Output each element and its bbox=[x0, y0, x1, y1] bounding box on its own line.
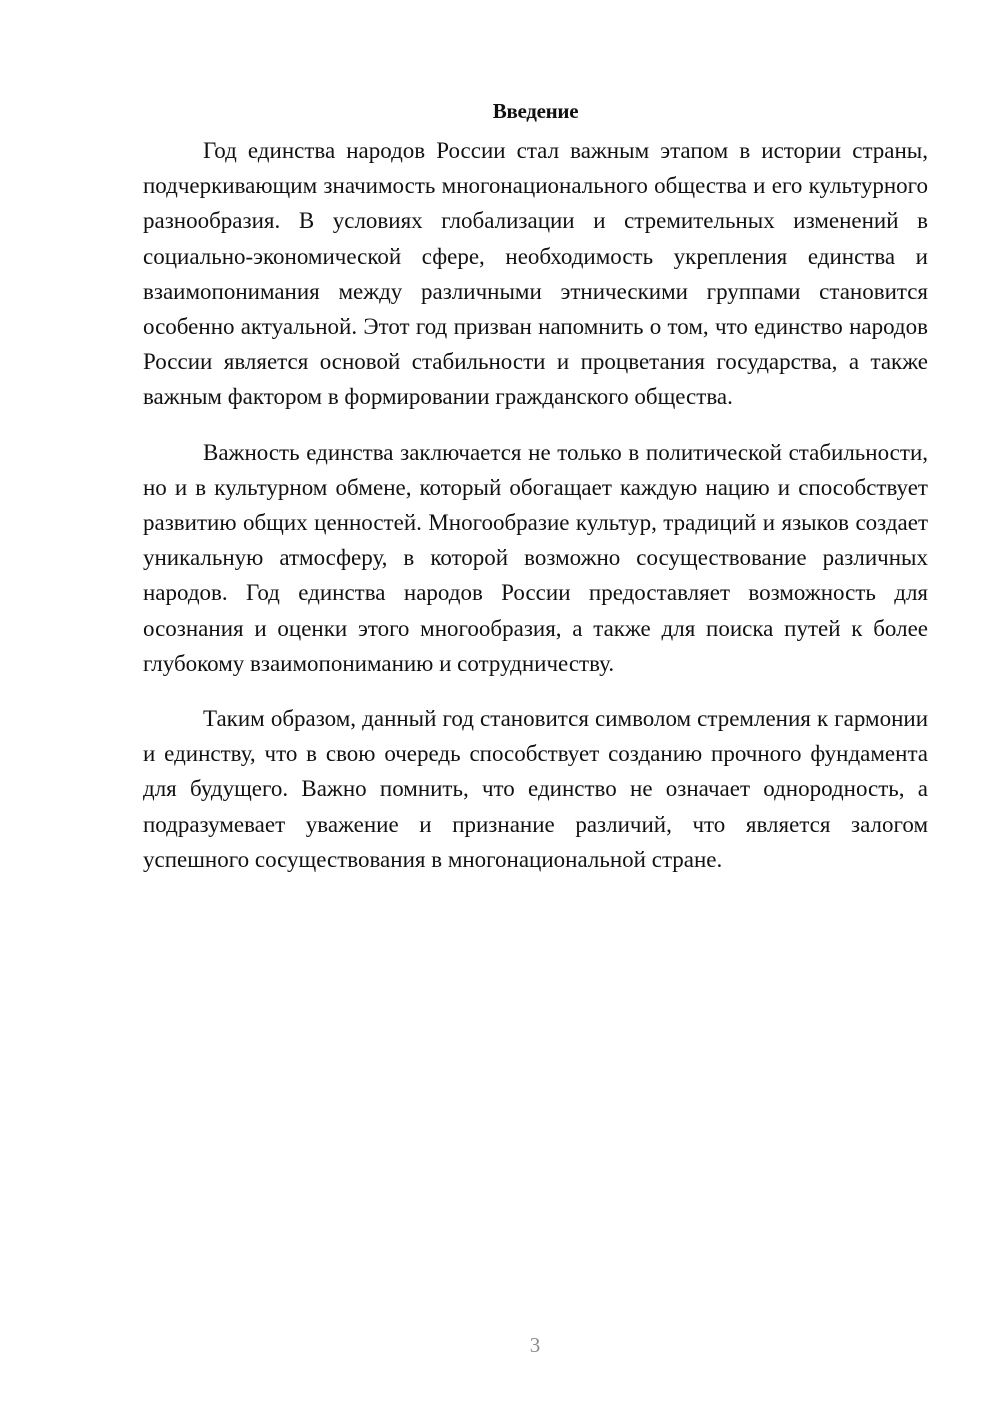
page-number: 3 bbox=[529, 1333, 541, 1357]
paragraph-3: Таким образом, данный год становится символом стремления к гармонии и единству, что в свою очередь способствует созданию прочного фундамента для будущего. Важно помнить, что единство не означает однородность, а подразумевает уважение и признание различий, что является залогом успешного сосуществования в многонациональной стране. bbox=[143, 706, 928, 872]
section-title: Введение bbox=[492, 99, 579, 123]
document-body bbox=[143, 96, 928, 877]
paragraph-1: Год единства народов России стал важным этапом в истории страны, подчеркивающим значимость многонационального общества и его культурного разнообразия. В условиях глобализации и стремительных изменений в социально-экономической сфере, необходимость укрепления единства и взаимопонимания между различными этническими группами становится особенно актуальной. Этот год призван напомнить о том, что единство народов России является основой стабильности и процветания государства, а также важным фактором в формировании гражданского общества. bbox=[143, 138, 928, 410]
paragraph-2: Важность единства заключается не только в политической стабильности, но и в культурном обмене, который обогащает каждую нацию и способствует развитию общих ценностей. Многообразие культур, традиций и языков создает уникальную атмосферу, в которой возможно сосуществование различных народов. Год единства народов России предоставляет возможность для осознания и оценки этого многообразия, а также для поиска путей к более глубокому взаимопониманию и сотрудничеству. bbox=[143, 439, 928, 676]
